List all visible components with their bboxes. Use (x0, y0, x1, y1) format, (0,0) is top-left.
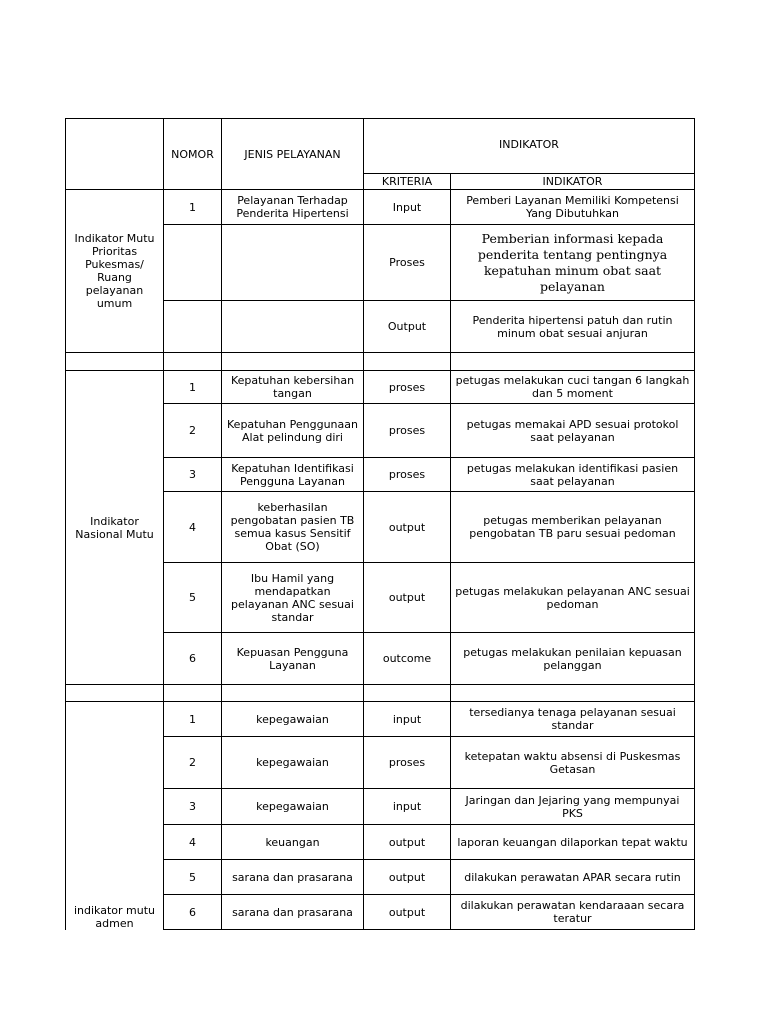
row-indikator: tersedianya tenaga pelayanan sesuai standar (451, 702, 695, 737)
section-label: Indikator Nasional Mutu (66, 371, 164, 685)
row-indikator: Pemberi Layanan Memiliki Kompetensi Yang Dibutuhkan (451, 190, 695, 225)
row-indikator: petugas memberikan pelayanan pengobatan TB paru sesuai pedoman (451, 492, 695, 563)
row-nomor: 6 (164, 895, 222, 930)
row-kriteria: output (364, 825, 451, 860)
row-jenis: kepegawaian (222, 737, 364, 789)
row-indikator: petugas melakukan penilaian kepuasan pelanggan (451, 633, 695, 685)
row-nomor: 5 (164, 563, 222, 633)
header-nomor: NOMOR (164, 119, 222, 190)
empty-cell (451, 685, 695, 702)
row-kriteria: outcome (364, 633, 451, 685)
empty-cell (164, 685, 222, 702)
row-kriteria: output (364, 563, 451, 633)
row-nomor: 5 (164, 860, 222, 895)
header-blank-cell (66, 119, 164, 190)
row-nomor: 6 (164, 633, 222, 685)
row-jenis (222, 225, 364, 301)
row-jenis: Kepatuhan kebersihan tangan (222, 371, 364, 404)
row-indikator: Pemberian informasi kepada penderita tentang pentingnya kepatuhan minum obat saat pelayanan (451, 225, 695, 301)
row-indikator: ketepatan waktu absensi di Puskesmas Getasan (451, 737, 695, 789)
row-kriteria: proses (364, 371, 451, 404)
row-nomor: 3 (164, 789, 222, 825)
row-jenis: Pelayanan Terhadap Penderita Hipertensi (222, 190, 364, 225)
table-row (66, 702, 695, 737)
row-jenis: Kepatuhan Identifikasi Pengguna Layanan (222, 458, 364, 492)
row-indikator: Jaringan dan Jejaring yang mempunyai PKS (451, 789, 695, 825)
row-nomor: 2 (164, 737, 222, 789)
row-kriteria: output (364, 492, 451, 563)
row-jenis: kepegawaian (222, 789, 364, 825)
row-jenis (222, 301, 364, 353)
row-kriteria: proses (364, 404, 451, 458)
indicator-table (65, 118, 695, 930)
row-nomor: 2 (164, 404, 222, 458)
row-nomor (164, 301, 222, 353)
row-indikator: laporan keuangan dilaporkan tepat waktu (451, 825, 695, 860)
header-jenis-pelayanan: JENIS PELAYANAN (222, 119, 364, 190)
section-label: Indikator Mutu Prioritas Pukesmas/ Ruang pelayanan umum (66, 190, 164, 353)
row-kriteria: Input (364, 190, 451, 225)
empty-cell (364, 685, 451, 702)
empty-cell (222, 353, 364, 371)
header-row (66, 119, 695, 174)
row-jenis: Kepatuhan Penggunaan Alat pelindung diri (222, 404, 364, 458)
row-jenis: Kepuasan Pengguna Layanan (222, 633, 364, 685)
row-kriteria: output (364, 860, 451, 895)
row-jenis: kepegawaian (222, 702, 364, 737)
section-label: indikator mutu admen (66, 702, 164, 930)
row-kriteria: output (364, 895, 451, 930)
empty-cell (66, 353, 164, 371)
row-nomor: 3 (164, 458, 222, 492)
row-indikator: dilakukan perawatan kendaraaan secara teratur (451, 895, 695, 930)
header-indikator: INDIKATOR (451, 174, 695, 190)
row-jenis: Ibu Hamil yang mendapatkan pelayanan ANC sesuai standar (222, 563, 364, 633)
row-jenis: sarana dan prasarana (222, 895, 364, 930)
row-nomor: 4 (164, 825, 222, 860)
header-kriteria: KRITERIA (364, 174, 451, 190)
row-indikator: petugas melakukan pelayanan ANC sesuai pedoman (451, 563, 695, 633)
row-nomor: 4 (164, 492, 222, 563)
spacer-row (66, 353, 695, 371)
row-jenis: keberhasilan pengobatan pasien TB semua kasus Sensitif Obat (SO) (222, 492, 364, 563)
row-jenis: keuangan (222, 825, 364, 860)
row-kriteria: input (364, 789, 451, 825)
empty-cell (364, 353, 451, 371)
header-indikator-group: INDIKATOR (364, 119, 695, 174)
spacer-row (66, 685, 695, 702)
row-nomor (164, 225, 222, 301)
row-jenis: sarana dan prasarana (222, 860, 364, 895)
row-indikator: petugas memakai APD sesuai protokol saat pelayanan (451, 404, 695, 458)
row-nomor: 1 (164, 371, 222, 404)
empty-cell (164, 353, 222, 371)
row-kriteria: proses (364, 737, 451, 789)
row-kriteria: Output (364, 301, 451, 353)
row-kriteria: input (364, 702, 451, 737)
row-indikator: petugas melakukan cuci tangan 6 langkah dan 5 moment (451, 371, 695, 404)
row-indikator: Penderita hipertensi patuh dan rutin minum obat sesuai anjuran (451, 301, 695, 353)
empty-cell (222, 685, 364, 702)
row-nomor: 1 (164, 190, 222, 225)
row-indikator: dilakukan perawatan APAR secara rutin (451, 860, 695, 895)
table-row (66, 371, 695, 404)
row-nomor: 1 (164, 702, 222, 737)
empty-cell (451, 353, 695, 371)
row-indikator: petugas melakukan identifikasi pasien saat pelayanan (451, 458, 695, 492)
row-kriteria: Proses (364, 225, 451, 301)
row-kriteria: proses (364, 458, 451, 492)
table-row (66, 190, 695, 225)
empty-cell (66, 685, 164, 702)
